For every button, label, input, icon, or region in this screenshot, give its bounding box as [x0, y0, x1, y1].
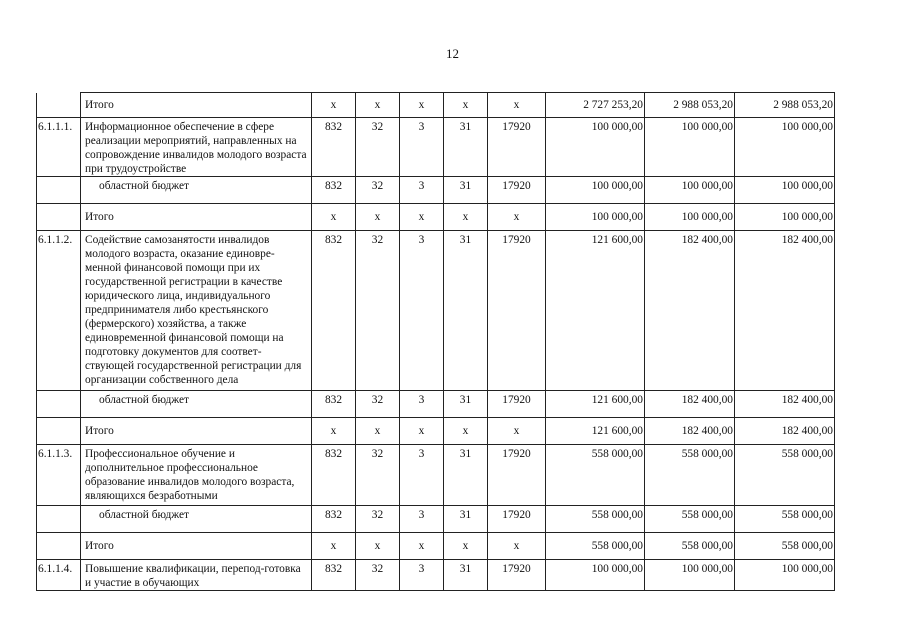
cs-cell: х [444, 418, 488, 445]
year1-amount-cell: 558 000,00 [546, 533, 645, 560]
gr-cell: х [312, 418, 356, 445]
rz-cell: 32 [356, 177, 400, 204]
year2-amount-cell: 2 988 053,20 [645, 93, 735, 118]
rz-cell: 32 [356, 445, 400, 506]
pr-cell: 3 [400, 445, 444, 506]
row-name-cell: Итого [81, 204, 312, 231]
year1-amount-cell: 2 727 253,20 [546, 93, 645, 118]
year2-amount-cell: 558 000,00 [645, 445, 735, 506]
row-code-cell [37, 177, 81, 204]
gr-cell: х [312, 533, 356, 560]
cs-cell: 31 [444, 118, 488, 177]
row-code-cell: 6.1.1.1. [37, 118, 81, 177]
row-code-cell [37, 93, 81, 118]
pr-cell: 3 [400, 231, 444, 391]
row-code-cell: 6.1.1.3. [37, 445, 81, 506]
vr-cell: 17920 [488, 506, 546, 533]
cs-cell: х [444, 533, 488, 560]
year1-amount-cell: 100 000,00 [546, 560, 645, 591]
cs-cell: 31 [444, 560, 488, 591]
row-name-cell: областной бюджет [81, 391, 312, 418]
vr-cell: 17920 [488, 391, 546, 418]
cs-cell: 31 [444, 391, 488, 418]
vr-cell: х [488, 418, 546, 445]
rz-cell: 32 [356, 391, 400, 418]
row-code-cell [37, 506, 81, 533]
gr-cell: 832 [312, 177, 356, 204]
year3-amount-cell: 100 000,00 [735, 118, 835, 177]
year3-amount-cell: 100 000,00 [735, 177, 835, 204]
pr-cell: х [400, 93, 444, 118]
row-name-cell: Итого [81, 533, 312, 560]
row-code-cell [37, 204, 81, 231]
cs-cell: х [444, 204, 488, 231]
rz-cell: 32 [356, 231, 400, 391]
pr-cell: 3 [400, 560, 444, 591]
year3-amount-cell: 558 000,00 [735, 506, 835, 533]
year3-amount-cell: 2 988 053,20 [735, 93, 835, 118]
table-row-item [37, 445, 835, 506]
pr-cell: х [400, 418, 444, 445]
gr-cell: х [312, 204, 356, 231]
year2-amount-cell: 558 000,00 [645, 506, 735, 533]
rz-cell: х [356, 93, 400, 118]
page-number: 12 [446, 46, 459, 61]
year1-amount-cell: 558 000,00 [546, 445, 645, 506]
table-row-total [37, 533, 835, 560]
year3-amount-cell: 182 400,00 [735, 231, 835, 391]
vr-cell: 17920 [488, 177, 546, 204]
row-name-cell: областной бюджет [81, 177, 312, 204]
rz-cell: 32 [356, 118, 400, 177]
cs-cell: х [444, 93, 488, 118]
pr-cell: 3 [400, 391, 444, 418]
rz-cell: х [356, 533, 400, 560]
gr-cell: 832 [312, 560, 356, 591]
year3-amount-cell: 182 400,00 [735, 391, 835, 418]
table-row-item [37, 231, 835, 391]
year1-amount-cell: 121 600,00 [546, 418, 645, 445]
budget-table [36, 92, 835, 591]
cs-cell: 31 [444, 177, 488, 204]
rz-cell: 32 [356, 506, 400, 533]
pr-cell: х [400, 533, 444, 560]
table-row-total [37, 93, 835, 118]
gr-cell: 832 [312, 118, 356, 177]
row-name-cell: Информационное обеспечение в сфере реализации мероприятий, направленных на сопровождение инвалидов молодого возраста при трудоустройстве [81, 118, 312, 177]
cs-cell: 31 [444, 231, 488, 391]
row-name-cell: Итого [81, 93, 312, 118]
row-name-cell: областной бюджет [81, 506, 312, 533]
year2-amount-cell: 558 000,00 [645, 533, 735, 560]
row-name-cell: Содействие самозанятости инвалидов молодого возраста, оказание единовре-менной финансовой помощи при их государственной регистрации в качестве юридического лица, индивидуального предпринимателя либо крестьянского (фермерского) хозяйства, а также единовременной финансовой помощи на подготовку документов для соответ-ствующей государственной регистрации для организации собственного дела [81, 231, 312, 391]
year1-amount-cell: 100 000,00 [546, 177, 645, 204]
vr-cell: 17920 [488, 445, 546, 506]
vr-cell: х [488, 533, 546, 560]
vr-cell: х [488, 93, 546, 118]
year2-amount-cell: 182 400,00 [645, 391, 735, 418]
year3-amount-cell: 100 000,00 [735, 560, 835, 591]
row-code-cell [37, 391, 81, 418]
row-code-cell: 6.1.1.4. [37, 560, 81, 591]
vr-cell: 17920 [488, 118, 546, 177]
gr-cell: 832 [312, 506, 356, 533]
year1-amount-cell: 100 000,00 [546, 118, 645, 177]
table-row-total [37, 418, 835, 445]
cs-cell: 31 [444, 506, 488, 533]
row-name-cell: Итого [81, 418, 312, 445]
row-code-cell [37, 533, 81, 560]
row-name-cell: Повышение квалификации, перепод-готовка и участие в обучающих [81, 560, 312, 591]
gr-cell: 832 [312, 391, 356, 418]
year2-amount-cell: 182 400,00 [645, 231, 735, 391]
vr-cell: 17920 [488, 231, 546, 391]
pr-cell: х [400, 204, 444, 231]
year1-amount-cell: 558 000,00 [546, 506, 645, 533]
table-row-item [37, 560, 835, 591]
gr-cell: х [312, 93, 356, 118]
year2-amount-cell: 182 400,00 [645, 418, 735, 445]
year1-amount-cell: 100 000,00 [546, 204, 645, 231]
table-row-budget [37, 177, 835, 204]
vr-cell: х [488, 204, 546, 231]
year1-amount-cell: 121 600,00 [546, 231, 645, 391]
pr-cell: 3 [400, 506, 444, 533]
year3-amount-cell: 558 000,00 [735, 533, 835, 560]
year2-amount-cell: 100 000,00 [645, 560, 735, 591]
table-row-item [37, 118, 835, 177]
year3-amount-cell: 558 000,00 [735, 445, 835, 506]
year3-amount-cell: 100 000,00 [735, 204, 835, 231]
table-row-budget [37, 391, 835, 418]
gr-cell: 832 [312, 445, 356, 506]
rz-cell: х [356, 418, 400, 445]
cs-cell: 31 [444, 445, 488, 506]
year1-amount-cell: 121 600,00 [546, 391, 645, 418]
pr-cell: 3 [400, 177, 444, 204]
year2-amount-cell: 100 000,00 [645, 204, 735, 231]
pr-cell: 3 [400, 118, 444, 177]
row-code-cell [37, 418, 81, 445]
year3-amount-cell: 182 400,00 [735, 418, 835, 445]
row-name-cell: Профессиональное обучение и дополнительное профессиональное образование инвалидов молодого возраста, являющихся безработными [81, 445, 312, 506]
year2-amount-cell: 100 000,00 [645, 118, 735, 177]
table-row-total [37, 204, 835, 231]
year2-amount-cell: 100 000,00 [645, 177, 735, 204]
table-row-budget [37, 506, 835, 533]
rz-cell: х [356, 204, 400, 231]
gr-cell: 832 [312, 231, 356, 391]
vr-cell: 17920 [488, 560, 546, 591]
rz-cell: 32 [356, 560, 400, 591]
row-code-cell: 6.1.1.2. [37, 231, 81, 391]
